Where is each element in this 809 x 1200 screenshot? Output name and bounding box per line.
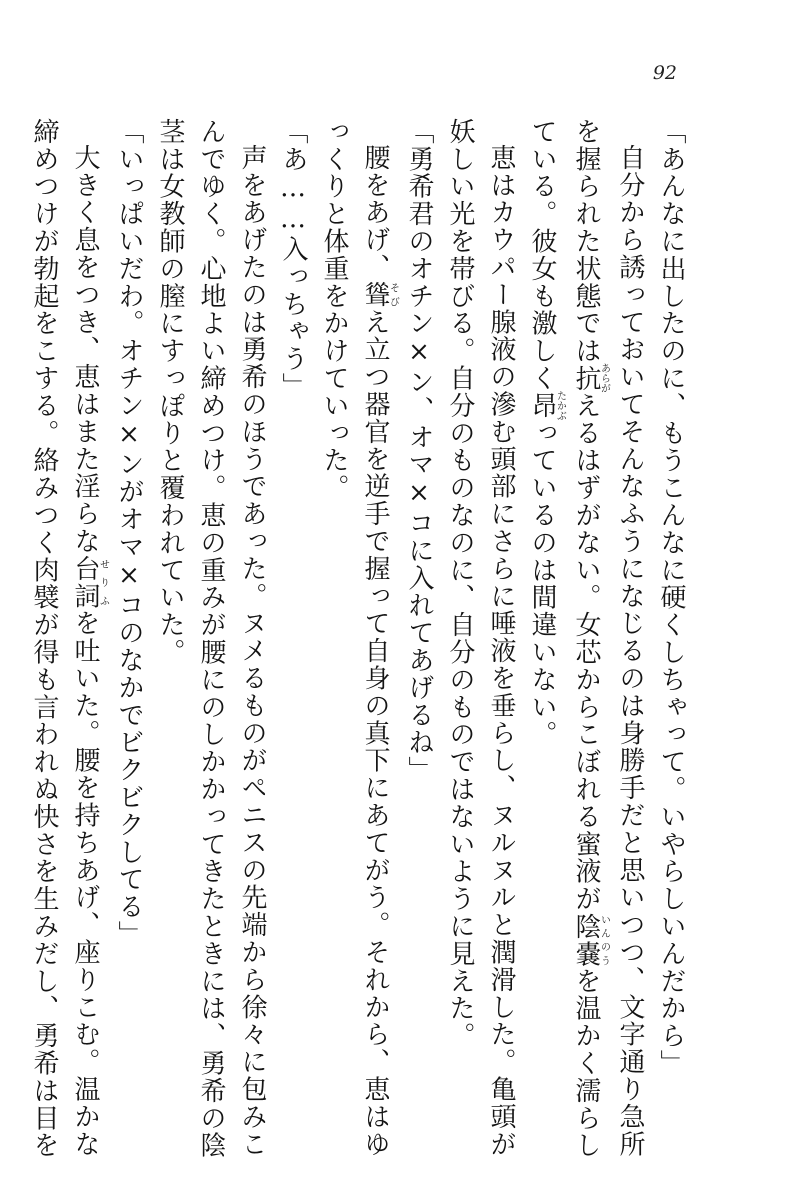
text-line: 「あ……入っちゃう」 bbox=[278, 118, 308, 400]
page-number: 92 bbox=[652, 62, 677, 84]
text-line: 「いっぱいだわ。オチン×ンがオマ×コのなかでビクビクしてる」 bbox=[114, 118, 144, 948]
text-line: っくりと体重をかけていった。 bbox=[319, 118, 349, 502]
text-line: を握られた状態では抗あらがえるはずがない。女芯からこぼれる蜜液が陰嚢いんのうを温かく濡らし bbox=[571, 118, 610, 1160]
text-line: 締めつけが勃起をこする。絡みつく肉襞が得も言われぬ快さを生みだし、勇希は目を bbox=[29, 118, 59, 1160]
vertical-text-body bbox=[29, 118, 691, 1160]
furigana: 昂たかぶ bbox=[527, 390, 566, 421]
text-line: ている。彼女も激しく昂たかぶっているのは間違いない。 bbox=[527, 118, 566, 749]
text-line: 大きく息をつき、恵はまた淫らな台詞せりふを吐いた。腰を持ちあげ、座りこむ。温かな bbox=[70, 144, 109, 1158]
text-line: 恵はカウパー腺液の滲む頭部にさらに唾液を垂らし、ヌルヌルと潤滑した。亀頭が bbox=[486, 144, 516, 1158]
text-line: んでゆく。心地よい締めつけ。恵の重みが腰にのしかかってきたときには、勇希の陰 bbox=[196, 118, 226, 1160]
text-line: 腰をあげ、聳そびえ立つ器官を逆手で握って自身の真下にあてがう。それから、恵はゆ bbox=[360, 144, 399, 1158]
furigana: 抗あらが bbox=[571, 363, 610, 394]
furigana: 陰嚢いんのう bbox=[571, 912, 610, 968]
text-line: 声をあげたのは勇希のほうであった。ヌメるものがペニスの先端から徐々に包みこ bbox=[237, 144, 267, 1158]
text-line: 「あんなに出したのに、もうこんなに硬くしちゃって。いやらしいんだから」 bbox=[656, 118, 686, 1077]
furigana: 台詞せりふ bbox=[70, 555, 109, 610]
text-line: 妖しい光を帯びる。自分のものなのに、自分のものではないように見えた。 bbox=[445, 118, 475, 1050]
text-line: 自分から誘っておいてそんなふうになじるのは身勝手だと思いつつ、文字通り急所 bbox=[615, 144, 645, 1158]
text-line: 茎は女教師の膣にすっぽりと覆われていた。 bbox=[155, 118, 185, 666]
text-line: 「勇希君のオチン×ン、オマ×コに入れてあげるね」 bbox=[404, 118, 434, 784]
furigana: 聳そび bbox=[360, 281, 399, 309]
